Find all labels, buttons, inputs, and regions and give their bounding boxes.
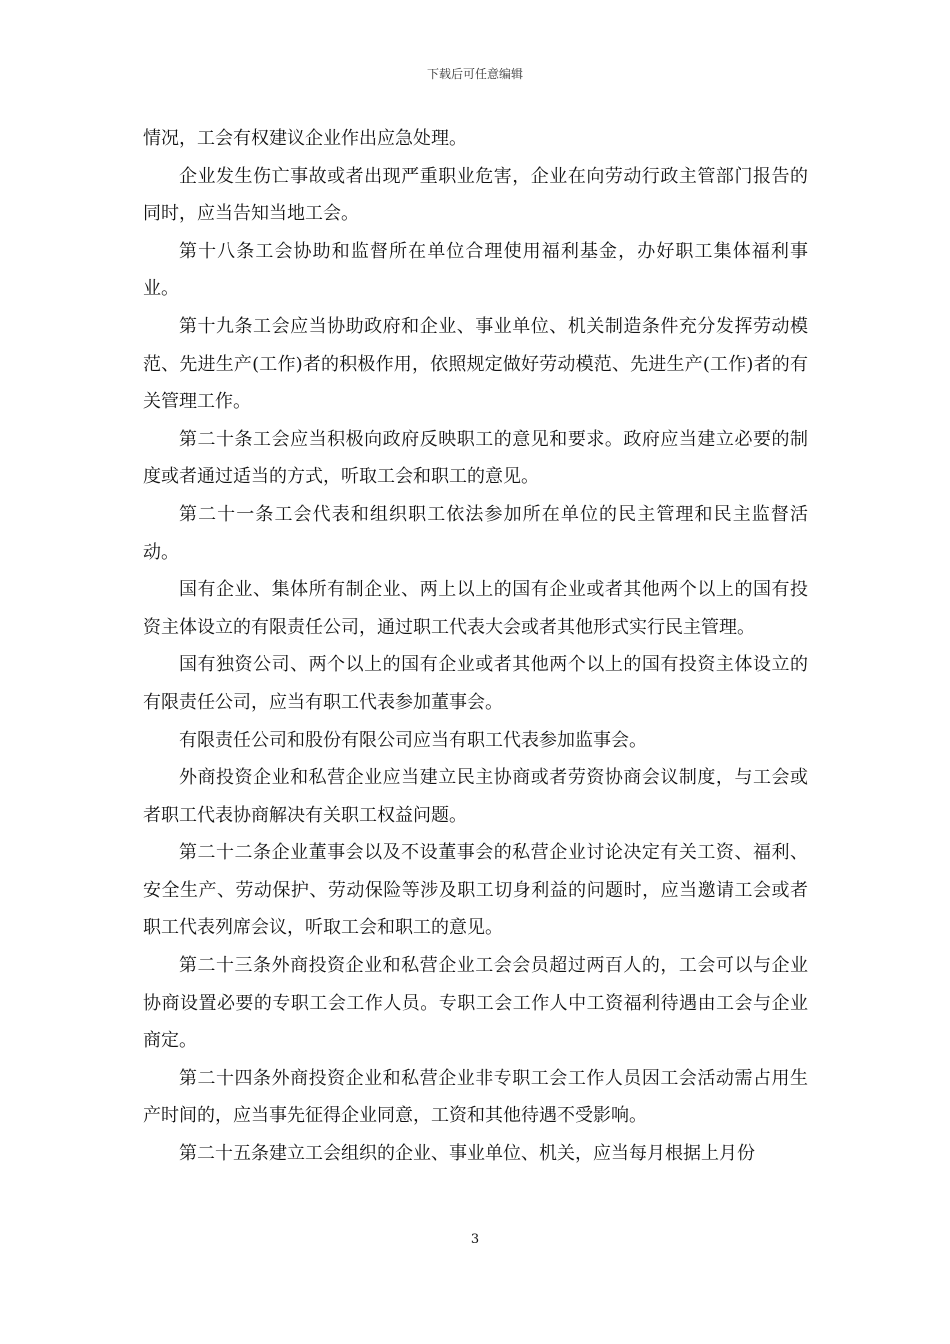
paragraph-2: 企业发生伤亡事故或者出现严重职业危害，企业在向劳动行政主管部门报告的同时，应当告知当地工会。 [143,165,808,225]
paragraph-10: 外商投资企业和私营企业应当建立民主协商或者劳资协商会议制度，与工会或者职工代表协商解决有关职工权益问题。 [143,767,808,826]
document-body [143,120,808,1173]
paragraph-13: 第二十四条外商投资企业和私营企业非专职工会工作人员因工会活动需占用生产时间的，应当事先征得企业同意，工资和其他待遇不受影响。 [143,1067,808,1127]
paragraph-1: 情况，工会有权建议企业作出应急处理。 [143,128,467,149]
page-header: 下载后可任意编辑 [426,67,523,81]
paragraph-5: 第二十条工会应当积极向政府反映职工的意见和要求。政府应当建立必要的制度或者通过适当的方式，听取工会和职工的意见。 [143,428,808,488]
paragraph-7: 国有企业、集体所有制企业、两上以上的国有企业或者其他两个以上的国有投资主体设立的有限责任公司，通过职工代表大会或者其他形式实行民主管理。 [143,579,808,638]
paragraph-14: 第二十五条建立工会组织的企业、事业单位、机关，应当每月根据上月份 [179,1143,755,1165]
paragraph-8: 国有独资公司、两个以上的国有企业或者其他两个以上的国有投资主体设立的有限责任公司，应当有职工代表参加董事会。 [143,654,808,713]
page-number: 3 [470,1232,480,1247]
paragraph-4: 第十九条工会应当协助政府和企业、事业单位、机关制造条件充分发挥劳动模范、先进生产(工作)者的积极作用，依照规定做好劳动模范、先进生产(工作)者的有关管理工作。 [143,315,808,413]
paragraph-6: 第二十一条工会代表和组织职工依法参加所在单位的民主管理和民主监督活动。 [143,503,808,563]
paragraph-3: 第十八条工会协助和监督所在单位合理使用福利基金，办好职工集体福利事业。 [143,240,808,300]
paragraph-9: 有限责任公司和股份有限公司应当有职工代表参加监事会。 [179,729,647,751]
paragraph-12: 第二十三条外商投资企业和私营企业工会会员超过两百人的，工会可以与企业协商设置必要的专职工会工作人员。专职工会工作人中工资福利待遇由工会与企业商定。 [143,955,808,1052]
paragraph-11: 第二十二条企业董事会以及不设董事会的私营企业讨论决定有关工资、福利、安全生产、劳动保护、劳动保险等涉及职工切身利益的问题时，应当邀请工会或者职工代表列席会议，听取工会和职工的意见。 [143,842,808,939]
